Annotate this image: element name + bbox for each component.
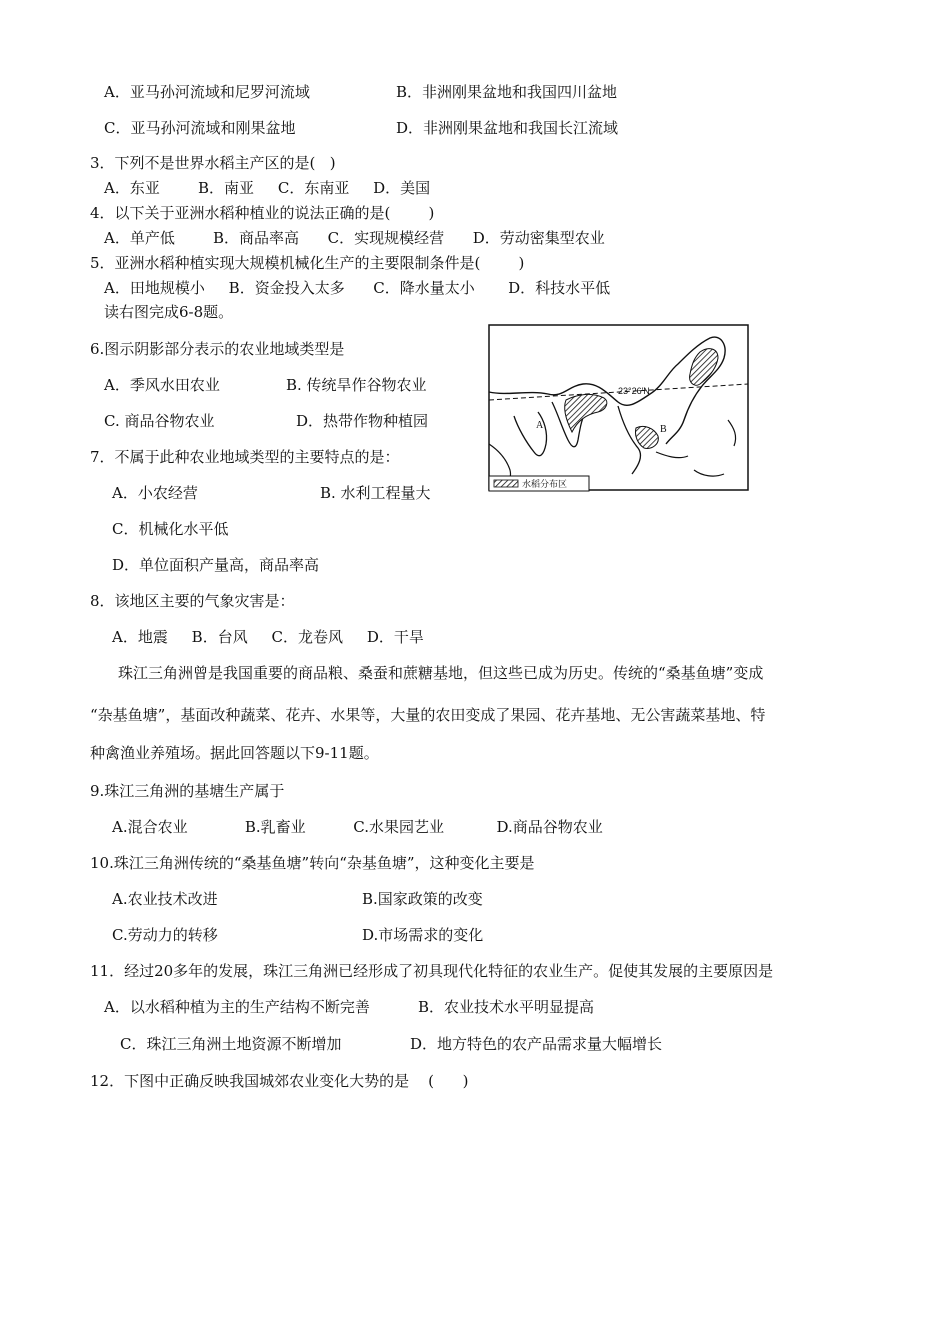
q11-stem: 11．经过20多年的发展，珠江三角洲已经形成了初具现代化特征的农业生产。促使其发展的主要原因是 — [90, 962, 774, 980]
q11-option-c: C．珠江三角洲土地资源不断增加 — [120, 1035, 342, 1053]
q7-option-c: C．机械化水平低 — [112, 520, 229, 538]
q2-option-a: A．亚马孙河流域和尼罗河流域 — [104, 83, 310, 101]
q2-option-c: C．亚马孙河流域和刚果盆地 — [104, 119, 296, 137]
q9-options: A.混合农业 B.乳畜业 C.水果园艺业 D.商品谷物农业 — [112, 818, 603, 836]
q10-option-a: A.农业技术改进 — [112, 890, 218, 908]
q5-options: A．田地规模小 B．资金投入太多 C．降水量太小 D．科技水平低 — [104, 279, 611, 297]
q6-option-a: A．季风水田农业 — [104, 376, 220, 394]
q5-stem: 5．亚洲水稻种植实现大规模机械化生产的主要限制条件是( ) — [90, 254, 525, 272]
passage-line-3: 种禽渔业养殖场。据此回答题以下9-11题。 — [90, 744, 379, 762]
map-svg — [488, 324, 750, 492]
legend-label: 水稻分布区 — [522, 480, 568, 490]
q7-stem: 7．不属于此种农业地域类型的主要特点的是： — [90, 448, 400, 466]
q11-option-d: D．地方特色的农产品需求量大幅增长 — [410, 1035, 663, 1053]
q12-stem: 12．下图中正确反映我国城郊农业变化大势的是 ( ) — [90, 1072, 469, 1090]
read-map-instruction: 读右图完成6-8题。 — [104, 303, 234, 321]
q8-stem: 8．该地区主要的气象灾害是： — [90, 592, 295, 610]
q10-stem: 10.珠江三角洲传统的“桑基鱼塘”转向“杂基鱼塘”，这种变化主要是 — [90, 854, 535, 872]
q3-stem: 3．下列不是世界水稻主产区的是( ) — [90, 154, 336, 172]
map-label-a: A — [536, 420, 544, 431]
q7-option-a: A．小农经营 — [112, 484, 198, 502]
q10-option-b: B.国家政策的改变 — [362, 890, 483, 908]
q6-stem: 6.图示阴影部分表示的农业地域类型是 — [90, 340, 345, 358]
passage-line-1: 珠江三角洲曾是我国重要的商品粮、桑蚕和蔗糖基地，但这些已成为历史。传统的“桑基鱼塘”变成 — [118, 664, 764, 682]
q6-option-c: C. 商品谷物农业 — [104, 412, 215, 430]
q3-options: A．东亚 B．南亚 C．东南亚 D．美国 — [104, 179, 431, 197]
latitude-label: 23°26′N — [618, 386, 650, 396]
q7-option-d: D．单位面积产量高，商品率高 — [112, 556, 320, 574]
passage-line-2: “杂基鱼塘”，基面改种蔬菜、花卉、水果等，大量的农田变成了果园、花卉基地、无公害蔬菜基地、特 — [90, 706, 766, 724]
q4-stem: 4．以下关于亚洲水稻种植业的说法正确的是( ) — [90, 204, 435, 222]
q7-option-b: B. 水利工程量大 — [320, 484, 431, 502]
map-label-b: B — [660, 424, 667, 435]
q11-option-b: B．农业技术水平明显提高 — [418, 998, 595, 1016]
q8-options: A．地震 B．台风 C．龙卷风 D．干旱 — [112, 628, 424, 646]
q2-option-b: B．非洲刚果盆地和我国四川盆地 — [396, 83, 618, 101]
legend-swatch — [494, 480, 518, 487]
q10-option-c: C.劳动力的转移 — [112, 926, 218, 944]
q10-option-d: D.市场需求的变化 — [362, 926, 484, 944]
q4-options: A．单产低 B．商品率高 C．实现规模经营 D．劳动密集型农业 — [104, 229, 605, 247]
q2-option-d: D．非洲刚果盆地和我国长江流域 — [396, 119, 619, 137]
rice-distribution-map — [488, 324, 750, 492]
q6-option-b: B. 传统旱作谷物农业 — [286, 376, 427, 394]
q6-option-d: D．热带作物种植园 — [296, 412, 429, 430]
q9-stem: 9.珠江三角洲的基塘生产属于 — [90, 782, 285, 800]
q11-option-a: A．以水稻种植为主的生产结构不断完善 — [104, 998, 370, 1016]
